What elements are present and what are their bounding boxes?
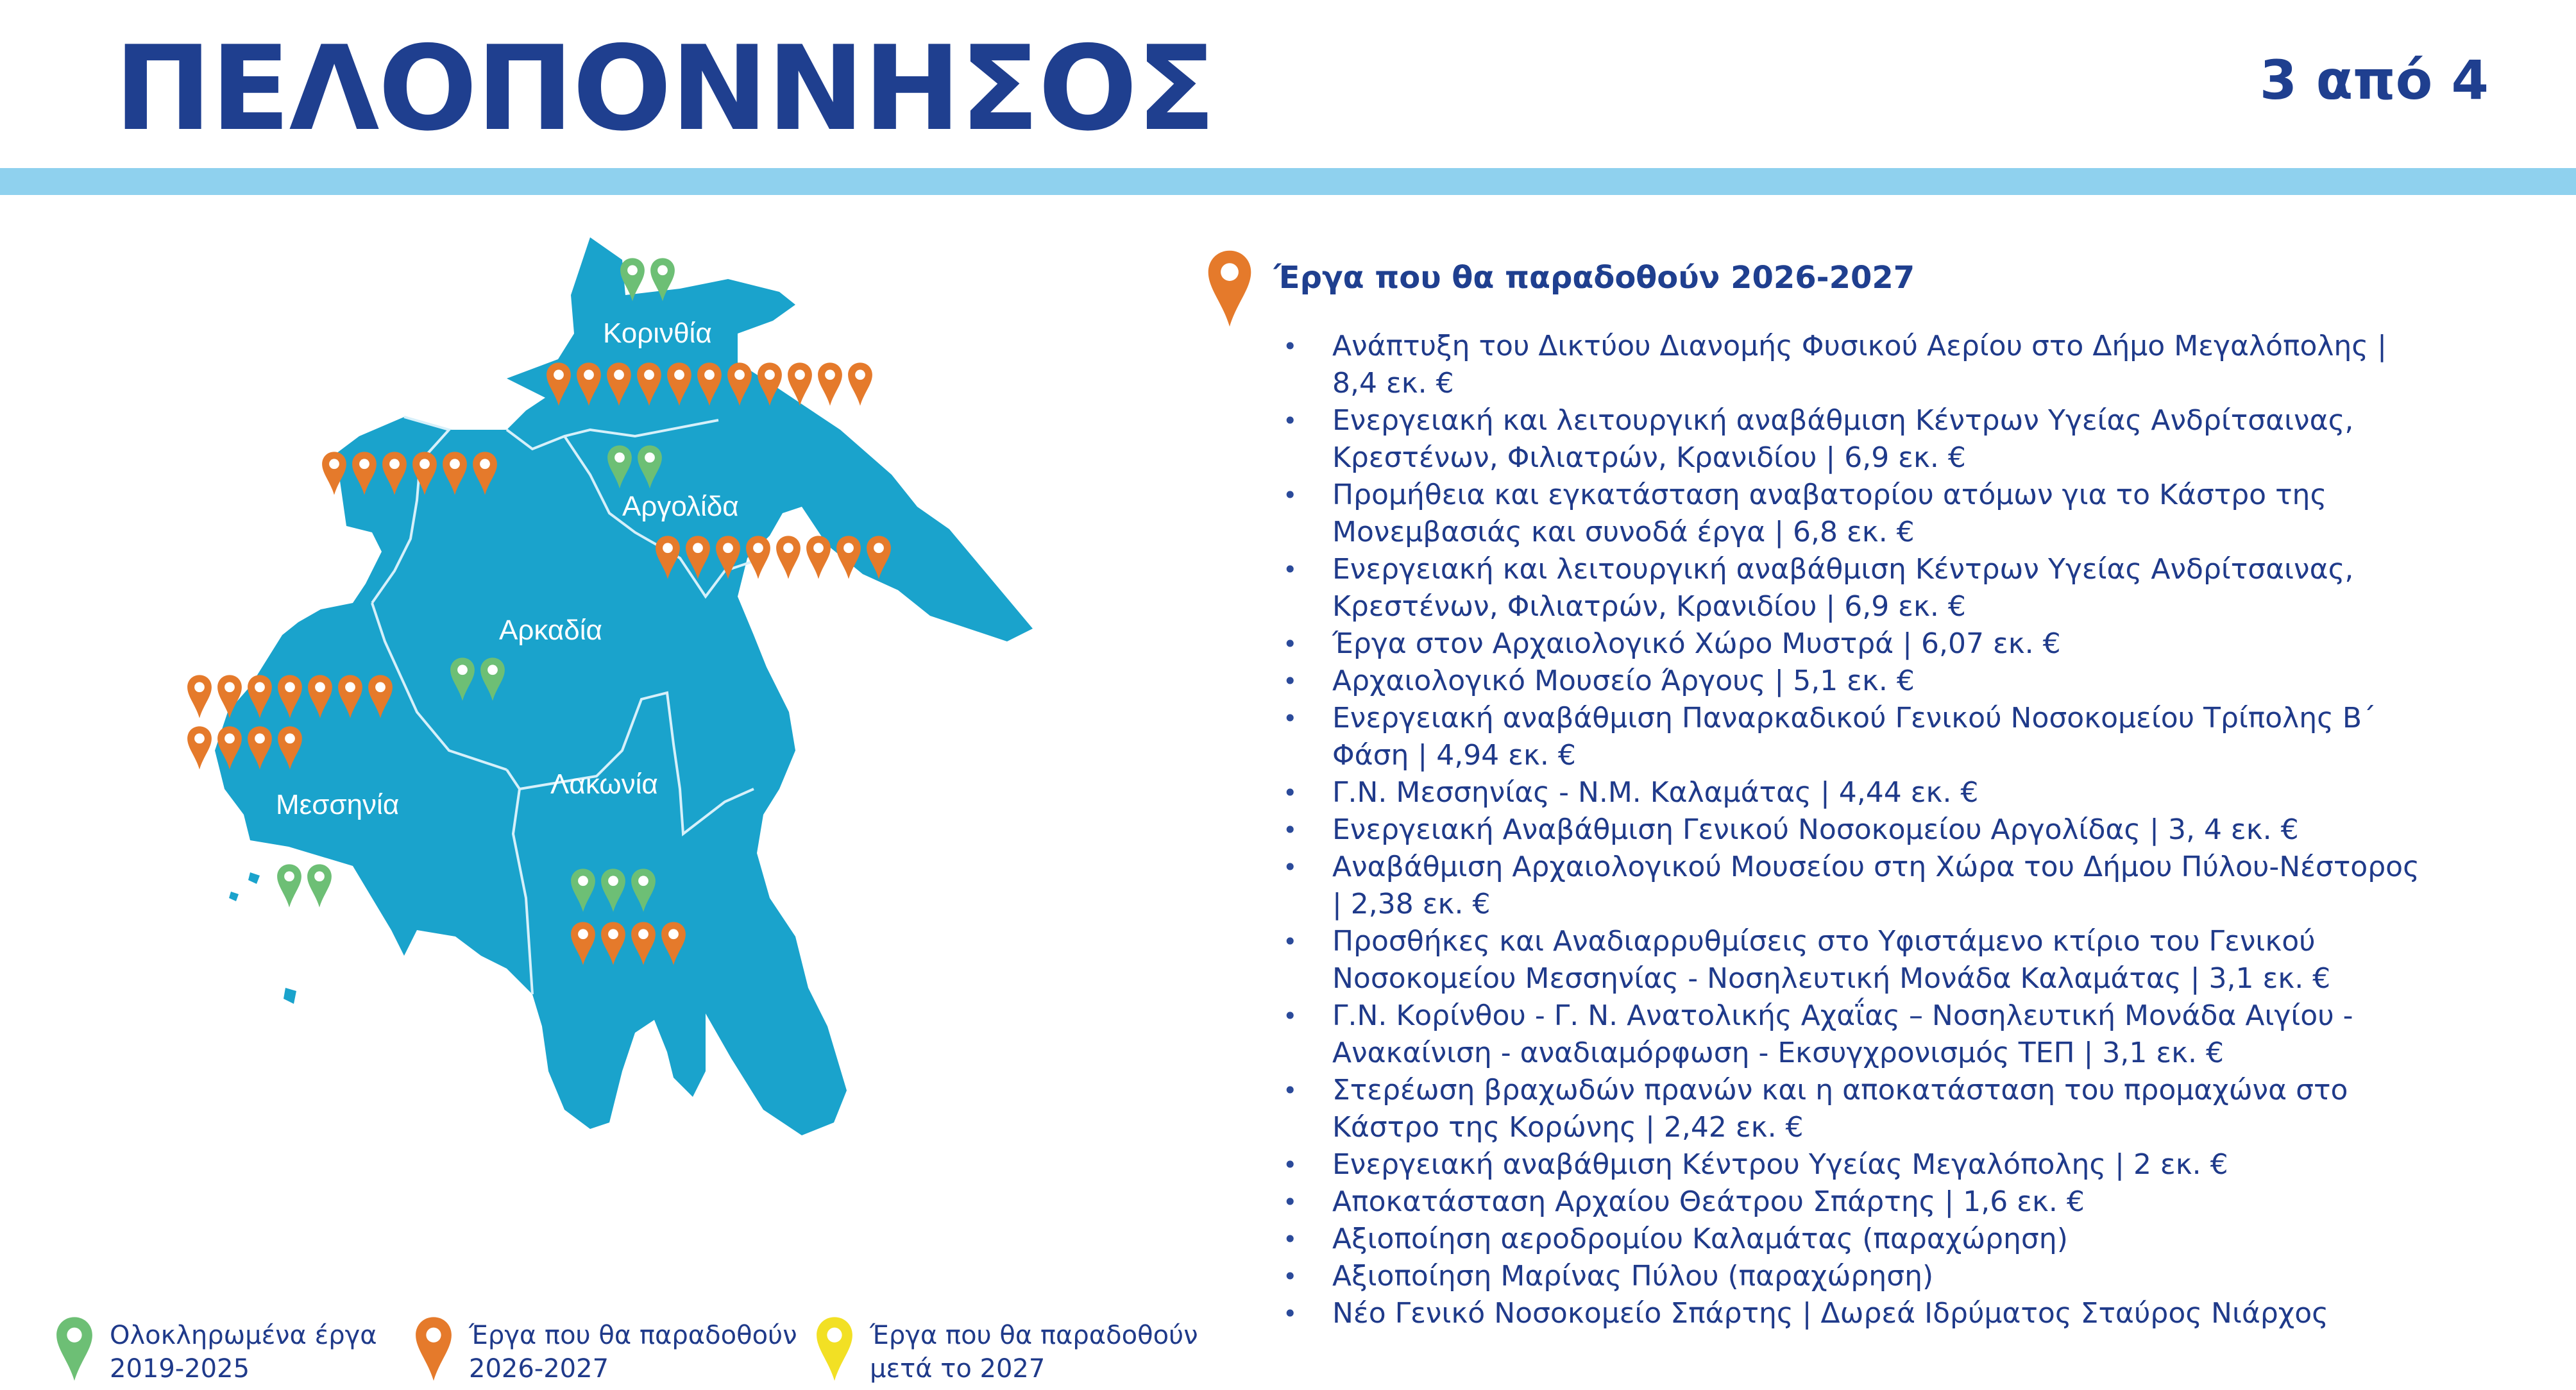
ilia-planned-pins-row-1 xyxy=(186,674,394,720)
orange-map-marker-icon xyxy=(441,450,468,496)
orange-map-marker-icon xyxy=(660,920,687,967)
project-item: • Ενεργειακή αναβάθμιση Παναρκαδικού Γενικού Νοσοκομείου Τρίπολης Β΄ Φάση | 4,94 εκ. € xyxy=(1283,700,2423,774)
green-map-marker-icon xyxy=(449,656,476,702)
region-label-lakonia: Λακωνία xyxy=(550,768,658,800)
project-item: • Γ.Ν. Κορίνθου - Γ. Ν. Ανατολικής Αχαΐας – Νοσηλευτική Μονάδα Αιγίου - Ανακαίνιση - αναδιαμόρφωση - Εκσυγχρονισμός ΤΕΠ | 3,1 εκ. € xyxy=(1283,997,2423,1072)
green-map-marker-icon xyxy=(636,444,663,490)
legend-label-line2: 2026-2027 xyxy=(469,1354,609,1384)
legend-label xyxy=(469,1319,797,1386)
green-map-marker-icon xyxy=(55,1315,94,1383)
legend-item-2026-2027 xyxy=(414,1315,797,1386)
lakonia-completed-pins xyxy=(570,867,657,913)
orange-map-marker-icon xyxy=(367,674,394,720)
legend-item-completed xyxy=(55,1315,377,1386)
peloponnese-map xyxy=(148,225,1058,1187)
region-label-arkadia: Αρκαδία xyxy=(499,614,602,646)
orange-map-marker-icon xyxy=(575,361,602,407)
orange-map-marker-icon xyxy=(817,361,843,407)
legend xyxy=(55,1315,1273,1386)
project-item: • Ανάπτυξη του Δικτύου Διανομής Φυσικού Αερίου στο Δήμο Μεγαλόπολης | 8,4 εκ. € xyxy=(1283,328,2423,402)
orange-map-marker-icon xyxy=(654,534,681,581)
projects-header xyxy=(1206,247,2489,330)
legend-label-line1: Έργα που θα παραδοθούν xyxy=(469,1321,797,1350)
orange-map-marker-icon xyxy=(307,674,334,720)
project-item: • Ενεργειακή Αναβάθμιση Γενικού Νοσοκομείου Αργολίδας | 3, 4 εκ. € xyxy=(1283,811,2423,849)
yellow-map-marker-icon xyxy=(815,1315,854,1383)
project-item: • Νέο Γενικό Νοσοκομείο Σπάρτης | Δωρεά Ιδρύματος Σταύρος Νιάρχος xyxy=(1283,1295,2423,1332)
orange-map-marker-icon xyxy=(216,674,243,720)
orange-map-marker-icon xyxy=(636,361,663,407)
orange-map-marker-icon xyxy=(545,361,572,407)
page-title: ΠΕΛΟΠΟΝΝΗΣΟΣ xyxy=(114,21,1215,157)
green-map-marker-icon xyxy=(479,656,506,702)
orange-map-marker-icon xyxy=(745,534,772,581)
small-island-3 xyxy=(229,892,239,901)
project-item: • Αξιοποίηση αεροδρομίου Καλαμάτας (παραχώρηση) xyxy=(1283,1221,2423,1258)
orange-map-marker-icon xyxy=(321,450,348,496)
projects-title: Έργα που θα παραδοθούν 2026-2027 xyxy=(1274,260,1915,296)
orange-map-marker-icon xyxy=(684,534,711,581)
orange-map-marker-icon xyxy=(276,725,303,771)
legend-label xyxy=(110,1319,377,1386)
legend-label-line2: 2019-2025 xyxy=(110,1354,250,1384)
project-item: • Αρχαιολογικό Μουσείο Άργους | 5,1 εκ. € xyxy=(1283,663,2423,700)
project-item: • Έργα στον Αρχαιολογικό Χώρο Μυστρά | 6,07 εκ. € xyxy=(1283,625,2423,663)
argolida-completed-pins xyxy=(606,444,663,490)
orange-map-marker-icon xyxy=(775,534,802,581)
orange-map-marker-icon xyxy=(414,1315,453,1383)
messinia-completed-pins xyxy=(276,863,333,909)
project-item: • Ενεργειακή και λειτουργική αναβάθμιση Κέντρων Υγείας Ανδρίτσαινας, Κρεστένων, Φιλιατρών, Κρανιδίου | 6,9 εκ. € xyxy=(1283,551,2423,625)
legend-label-line1: Ολοκληρωμένα έργα xyxy=(110,1321,377,1350)
legend-label-line1: Έργα που θα παραδοθούν xyxy=(870,1321,1198,1350)
orange-map-marker-icon xyxy=(666,361,693,407)
region-label-argolida: Αργολίδα xyxy=(622,491,739,522)
orange-map-marker-icon xyxy=(606,361,632,407)
green-map-marker-icon xyxy=(619,257,646,303)
green-map-marker-icon xyxy=(570,867,597,913)
orange-map-marker-icon xyxy=(847,361,874,407)
orange-map-marker-icon xyxy=(835,534,862,581)
project-item: • Γ.Ν. Μεσσηνίας - Ν.Μ. Καλαμάτας | 4,44 εκ. € xyxy=(1283,774,2423,811)
orange-map-marker-icon xyxy=(1206,247,1253,330)
orange-map-marker-icon xyxy=(805,534,832,581)
small-island-1 xyxy=(248,872,260,884)
project-item: • Αναβάθμιση Αρχαιολογικού Μουσείου στη Χώρα του Δήμου Πύλου-Νέστορος | 2,38 εκ. € xyxy=(1283,849,2423,923)
orange-map-marker-icon xyxy=(570,920,597,967)
orange-map-marker-icon xyxy=(411,450,438,496)
orange-map-marker-icon xyxy=(216,725,243,771)
project-item: • Αξιοποίηση Μαρίνας Πύλου (παραχώρηση) xyxy=(1283,1258,2423,1295)
green-map-marker-icon xyxy=(606,444,633,490)
orange-map-marker-icon xyxy=(276,674,303,720)
arkadia-completed-pins xyxy=(449,656,506,702)
orange-map-marker-icon xyxy=(186,674,213,720)
orange-map-marker-icon xyxy=(726,361,753,407)
orange-map-marker-icon xyxy=(865,534,892,581)
green-map-marker-icon xyxy=(276,863,303,909)
header-band xyxy=(0,168,2576,195)
orange-map-marker-icon xyxy=(696,361,723,407)
lakonia-planned-pins xyxy=(570,920,687,967)
projects-panel xyxy=(1206,247,2489,1332)
orange-map-marker-icon xyxy=(756,361,783,407)
region-label-messinia: Μεσσηνία xyxy=(276,789,400,820)
legend-item-after-2027 xyxy=(815,1315,1198,1386)
project-item: • Προμήθεια και εγκατάσταση αναβατορίου ατόμων για το Κάστρο της Μονεμβασιάς και συνοδά έργα | 6,8 εκ. € xyxy=(1283,477,2423,551)
ilia-planned-pins-row-2 xyxy=(186,725,303,771)
orange-map-marker-icon xyxy=(337,674,364,720)
orange-map-marker-icon xyxy=(715,534,741,581)
project-item: • Ενεργειακή αναβάθμιση Κέντρου Υγείας Μεγαλόπολης | 2 εκ. € xyxy=(1283,1146,2423,1183)
argolida-planned-pins xyxy=(654,534,892,581)
project-item: • Ενεργειακή και λειτουργική αναβάθμιση Κέντρων Υγείας Ανδρίτσαινας, Κρεστένων, Φιλιατρών, Κρανιδίου | 6,9 εκ. € xyxy=(1283,402,2423,477)
orange-map-marker-icon xyxy=(381,450,408,496)
green-map-marker-icon xyxy=(649,257,676,303)
project-list xyxy=(1283,328,2489,1332)
legend-label-line2: μετά το 2027 xyxy=(870,1354,1046,1384)
project-item: • Στερέωση βραχωδών πρανών και η αποκατάσταση του προμαχώνα στο Κάστρο της Κορώνης | 2,42 εκ. € xyxy=(1283,1072,2423,1146)
small-island-2 xyxy=(284,988,296,1004)
page-indicator: 3 από 4 xyxy=(2259,49,2489,112)
project-item: • Προσθήκες και Αναδιαρρυθμίσεις στο Υφιστάμενο κτίριο του Γενικού Νοσοκομείου Μεσσηνίας - Νοσηλευτική Μονάδα Καλαμάτας | 3,1 εκ. € xyxy=(1283,923,2423,997)
orange-map-marker-icon xyxy=(246,674,273,720)
orange-map-marker-icon xyxy=(630,920,657,967)
korinthia-completed-pins xyxy=(619,257,676,303)
project-item: • Αποκατάσταση Αρχαίου Θεάτρου Σπάρτης | 1,6 εκ. € xyxy=(1283,1183,2423,1221)
achaia-planned-pins xyxy=(321,450,498,496)
green-map-marker-icon xyxy=(600,867,627,913)
green-map-marker-icon xyxy=(630,867,657,913)
green-map-marker-icon xyxy=(306,863,333,909)
orange-map-marker-icon xyxy=(471,450,498,496)
legend-label xyxy=(870,1319,1198,1386)
korinthia-planned-pins xyxy=(545,361,874,407)
orange-map-marker-icon xyxy=(246,725,273,771)
orange-map-marker-icon xyxy=(786,361,813,407)
orange-map-marker-icon xyxy=(600,920,627,967)
orange-map-marker-icon xyxy=(351,450,378,496)
region-label-korinthia: Κορινθία xyxy=(603,318,712,349)
orange-map-marker-icon xyxy=(186,725,213,771)
